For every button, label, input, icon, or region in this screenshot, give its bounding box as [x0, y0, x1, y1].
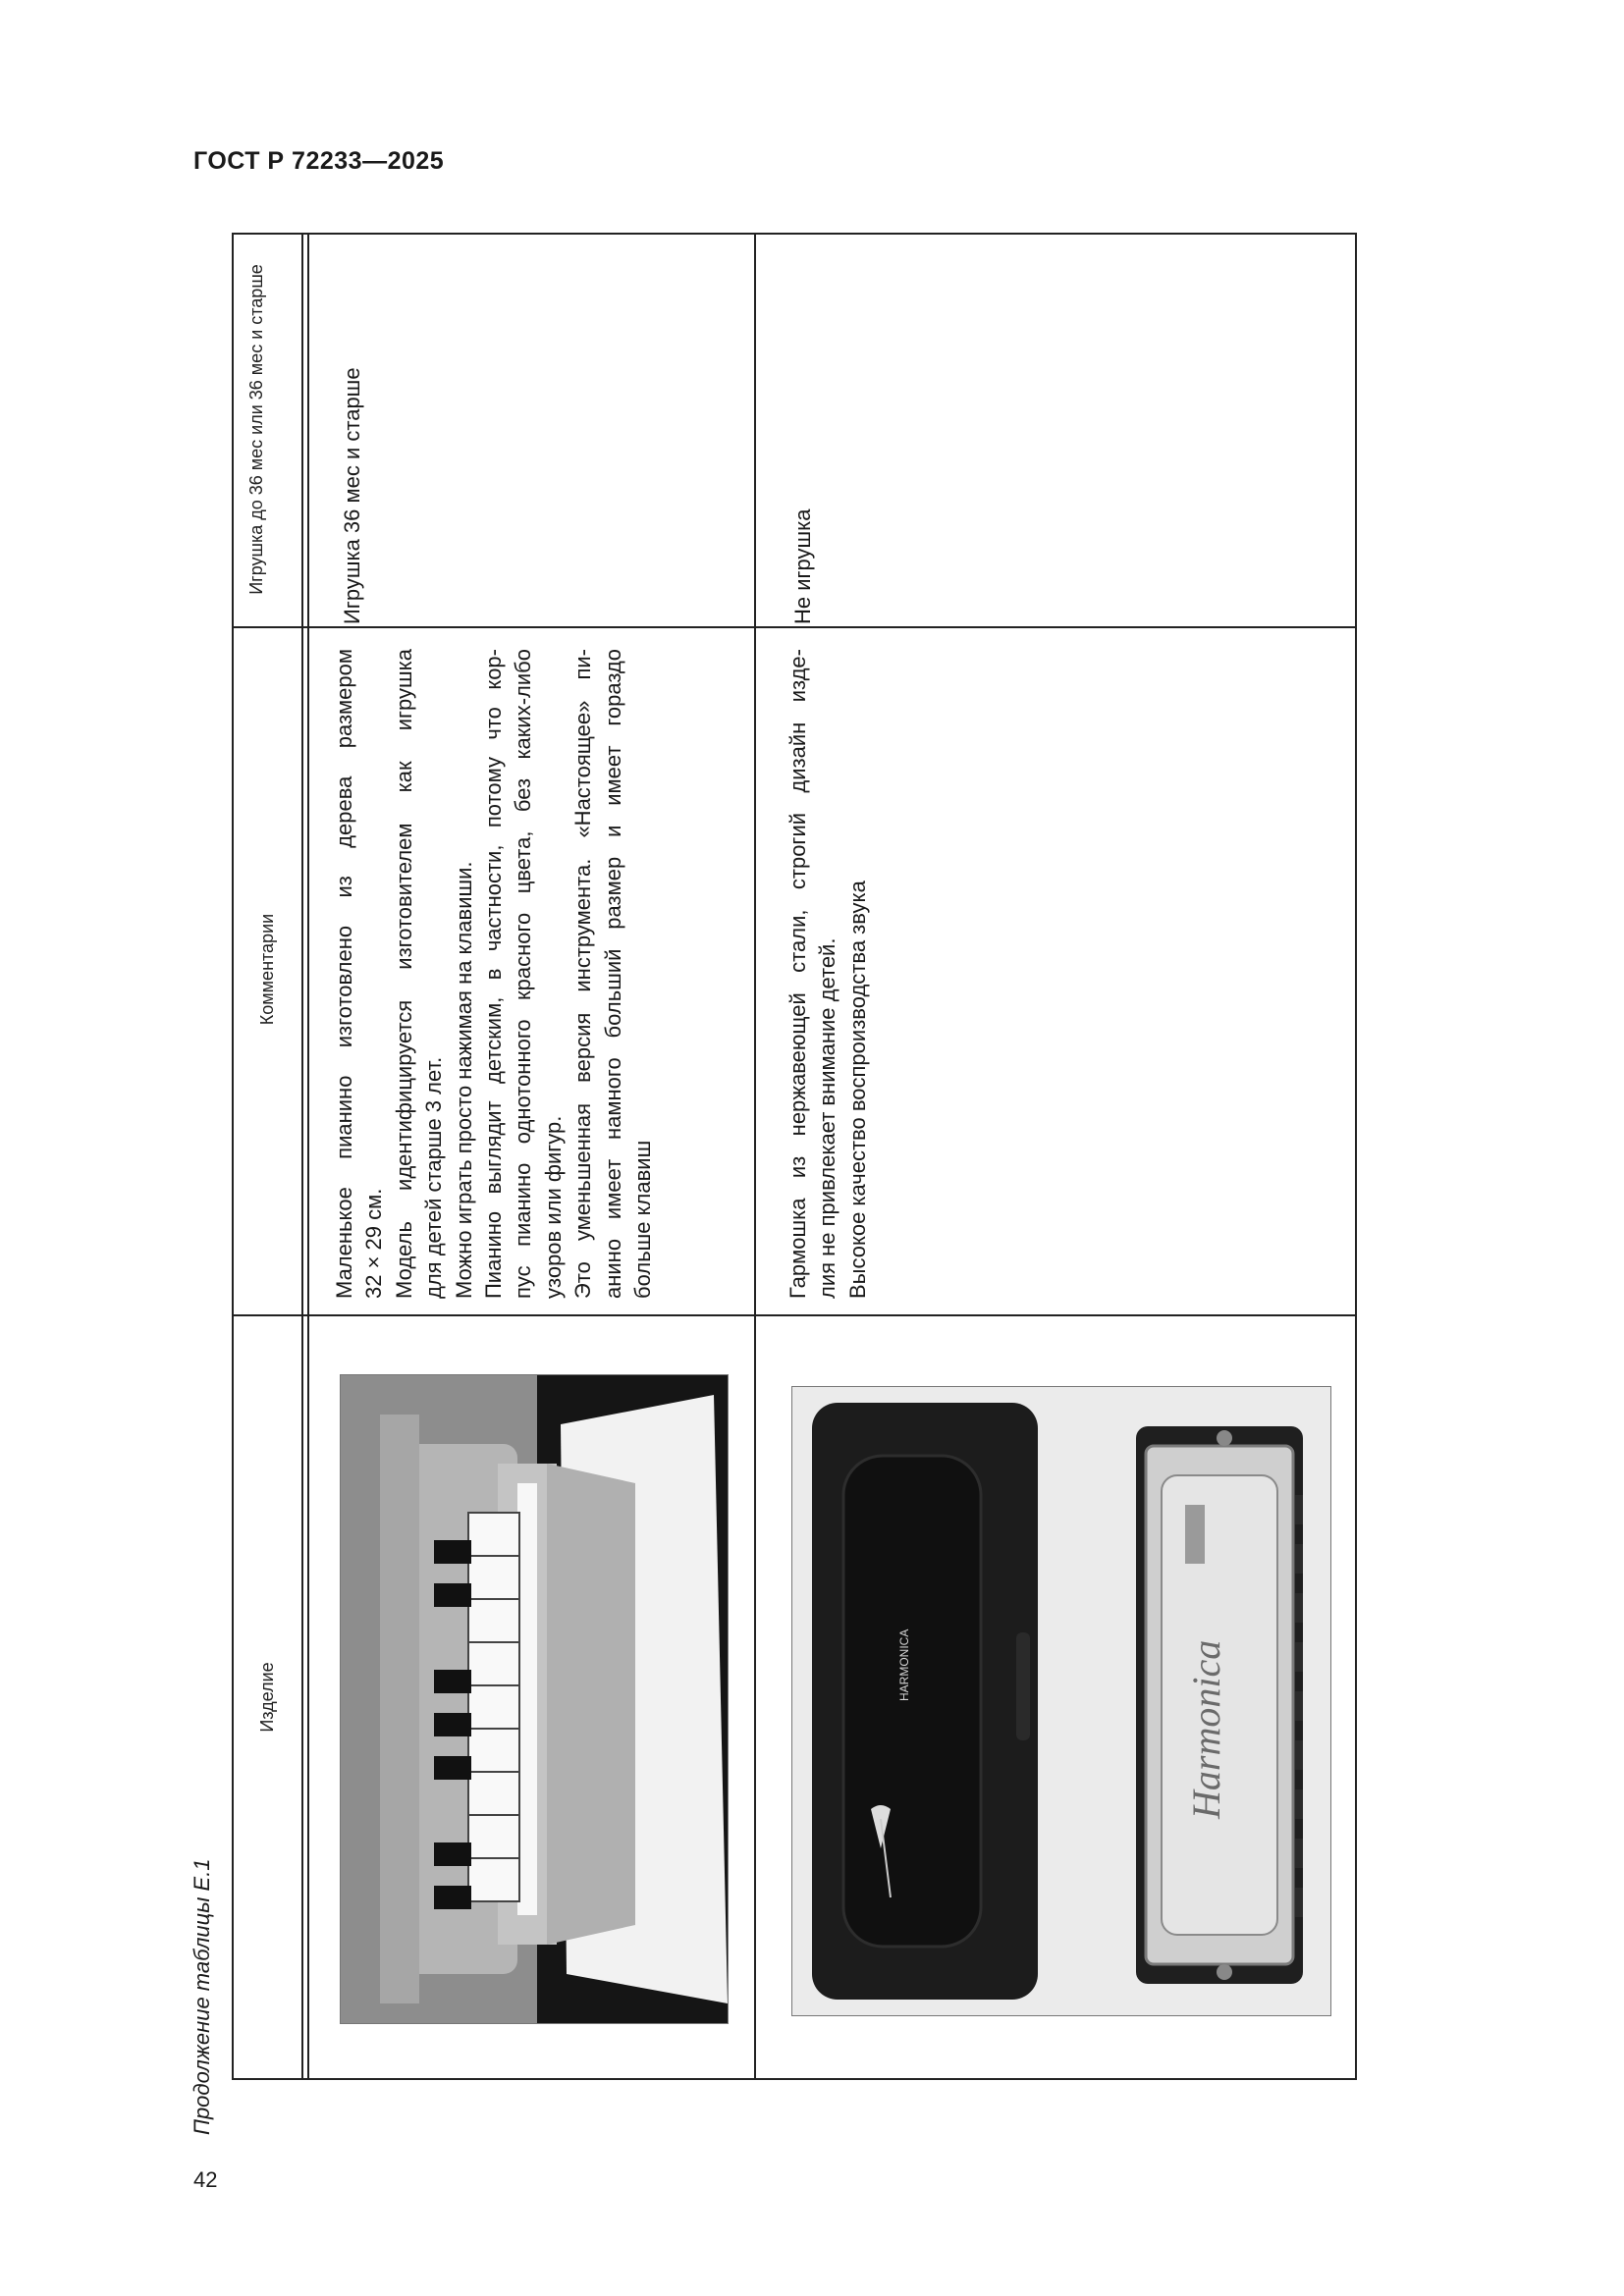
comment-line: Пианино выглядит детским, в частности, потому что кор- [481, 649, 507, 1299]
comment-line: узоров или фигур. [540, 1115, 566, 1299]
column-separator-line-2 [232, 1314, 1357, 1316]
toy-piano-illustration [341, 1375, 728, 2023]
column-separator-line [232, 626, 1357, 628]
comment-line: Можно играть просто нажимая на клавиши. [451, 861, 476, 1299]
harmonica-illustration [792, 1387, 1330, 2015]
comment-line: Маленькое пианино изготовлено из дерева размером [332, 649, 356, 1299]
harmonica-photo [791, 1386, 1331, 2016]
column-header-toy-age: Игрушка до 36 мес или 36 мес и старше [246, 264, 266, 595]
toy-piano-photo [340, 1374, 729, 2024]
comment-line: анино имеет намного больший размер и имеет гораздо [600, 649, 625, 1299]
row-separator-line [754, 233, 756, 2080]
header-separator-line-2 [307, 233, 309, 2080]
column-header-comments: Комментарии [257, 913, 277, 1026]
case-label: HARMONICA [897, 1629, 911, 1701]
comment-line: больше клавиш [630, 1140, 656, 1299]
comment-line: Высокое качество воспроизводства звука [844, 881, 870, 1299]
comment-line: лия не привлекает внимание детей. [815, 937, 840, 1299]
header-separator-line [301, 233, 303, 2080]
column-header-product: Изделие [257, 1662, 277, 1733]
row1-comments [330, 649, 658, 1299]
comment-line: Это уменьшенная версия инструмента. «Настоящее» пи- [570, 649, 596, 1299]
comment-line: для детей старше 3 лет. [421, 1056, 447, 1299]
table-caption: Продолжение таблицы Е.1 [189, 1858, 214, 2135]
comment-line: 32 × 29 см. [361, 1188, 387, 1299]
page-number: 42 [193, 2167, 218, 2192]
comment-line: пус пианино однотонного красного цвета, без каких-либо [511, 649, 536, 1299]
row2-verdict: Не игрушка [790, 508, 815, 624]
row1-verdict: Игрушка 36 мес и старше [340, 367, 364, 624]
document-header: ГОСТ Р 72233—2025 [193, 147, 445, 175]
row2-comments [784, 649, 873, 1299]
comment-line: Модель идентифицируется изготовителем как игрушка [391, 649, 416, 1299]
harmonica-label: Harmonica [1184, 1639, 1228, 1819]
comment-line: Гармошка из нержавеющей стали, строгий дизайн изде- [785, 649, 810, 1299]
